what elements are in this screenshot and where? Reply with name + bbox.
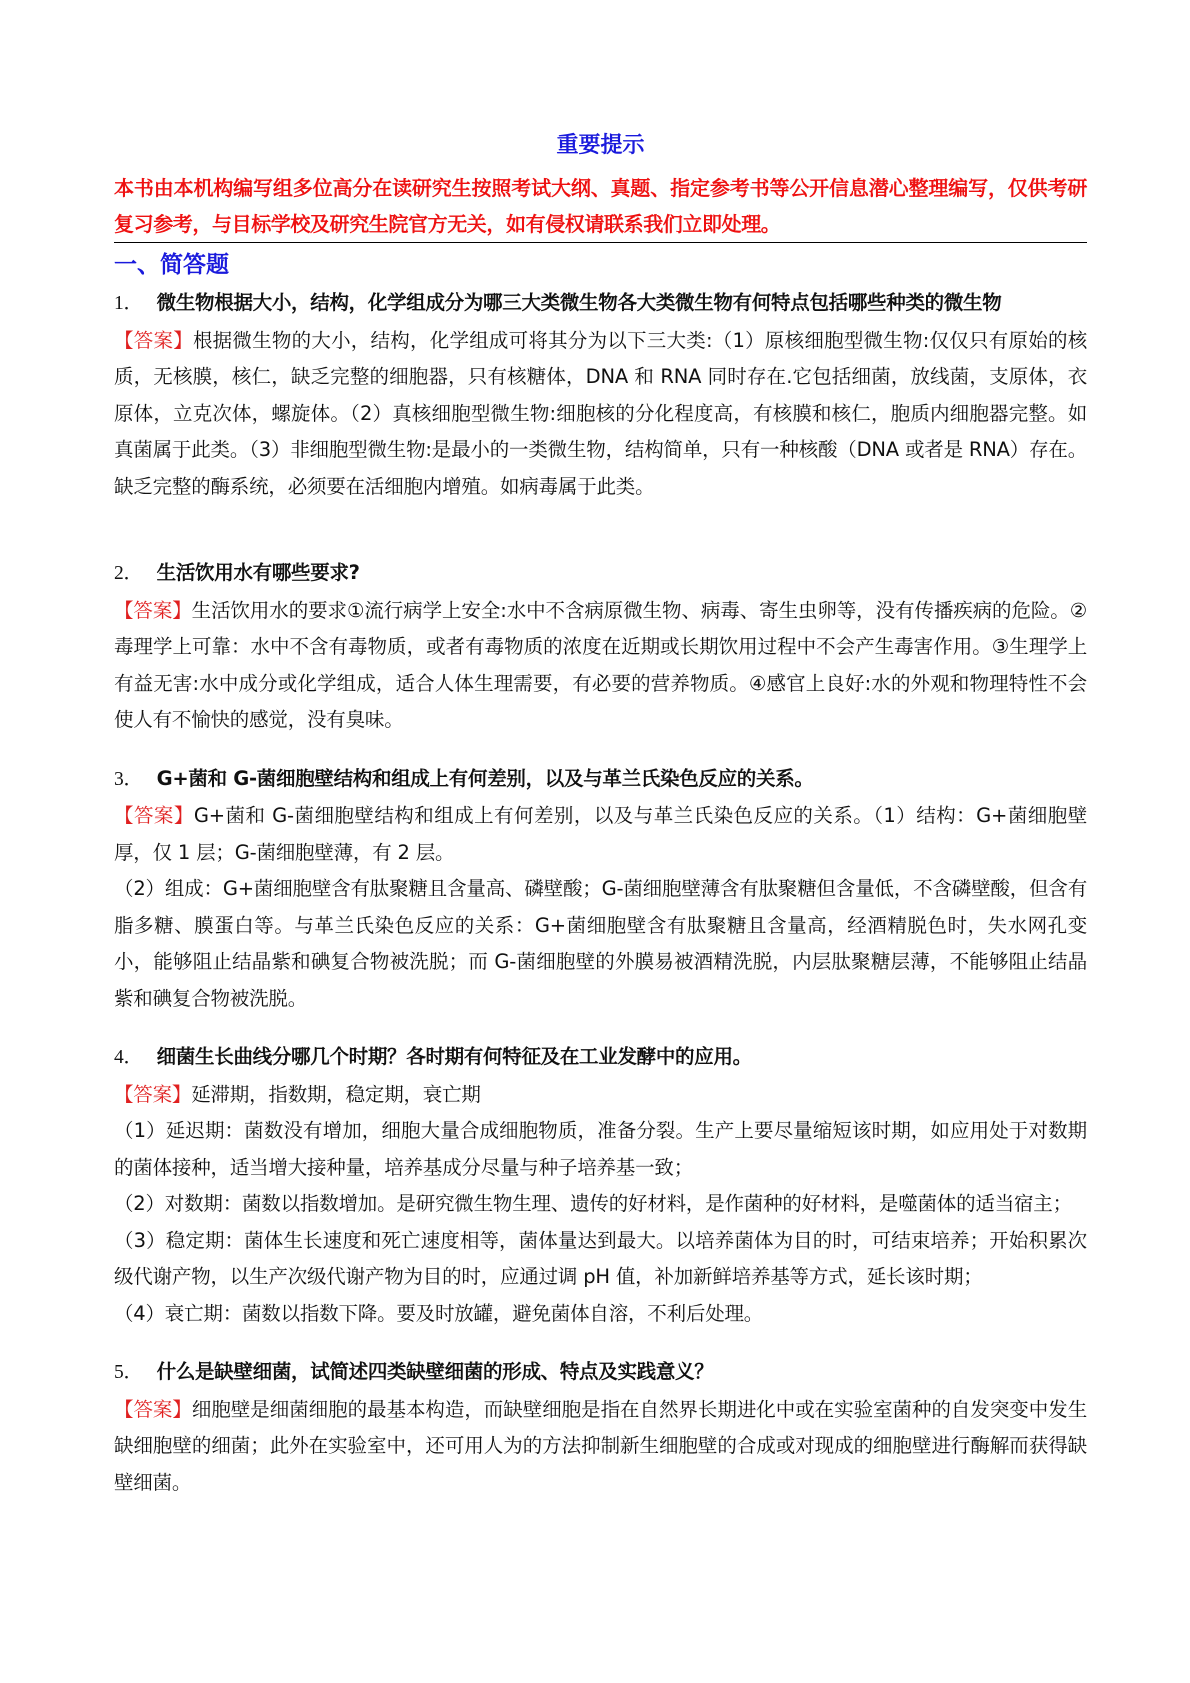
answer-paragraph: （1）延迟期：菌数没有增加，细胞大量合成细胞物质，准备分裂。生产上要尽量缩短该时期，如应用处于对数期的菌体接种，适当增大接种量，培养基成分尽量与种子培养基一致； <box>114 1119 1087 1179</box>
answer-text: 延滞期，指数期，稳定期，衰亡期 <box>191 1082 481 1106</box>
question-text: 生活饮用水有哪些要求? <box>156 561 360 584</box>
page-title: 重要提示 <box>556 133 645 158</box>
question-heading <box>114 761 1087 799</box>
question-number: 3． <box>114 768 143 790</box>
question-heading <box>114 1039 1087 1077</box>
question-number: 2． <box>114 563 143 584</box>
question-block <box>114 555 1087 739</box>
question-heading <box>114 285 1087 323</box>
answer-paragraph <box>114 323 1087 506</box>
answer-paragraph <box>114 798 1087 871</box>
answer-text: G+菌和 G-菌细胞壁结构和组成上有何差别，以及与革兰氏染色反应的关系。（1）结构：G+菌细胞壁厚，仅 1 层；G-菌细胞壁薄，有 2 层。 <box>114 804 1087 864</box>
answer-label: 【答案】 <box>114 1082 192 1106</box>
answer-paragraph <box>114 1077 1087 1114</box>
question-text: 细菌生长曲线分哪几个时期？各时期有何特征及在工业发酵中的应用。 <box>156 1045 752 1068</box>
answer-text: 生活饮用水的要求①流行病学上安全:水中不含病原微生物、病毒、寄生虫卵等，没有传播疾病的危险。②毒理学上可靠：水中不含有毒物质，或者有毒物质的浓度在近期或长期饮用过程中不会产生毒害作用。③生理学上有益无害:水中成分或化学组成，适合人体生理需要，有必要的营养物质。④感官上良好:水的外观和物理特性不会使人有不愉快的感觉，没有臭味。 <box>114 598 1087 731</box>
answer-paragraph <box>114 593 1087 739</box>
question-number: 4． <box>114 1047 143 1068</box>
question-number: 5． <box>114 1362 143 1383</box>
disclaimer-notice: 本书由本机构编写组多位高分在读研究生按照考试大纲、真题、指定参考书等公开信息潜心整理编写，仅供考研复习参考，与目标学校及研究生院官方无关，如有侵权请联系我们立即处理。 <box>114 176 1087 236</box>
document-page <box>114 128 1087 1501</box>
question-text: 微生物根据大小，结构，化学组成分为哪三大类微生物各大类微生物有何特点包括哪些种类的微生物 <box>156 291 1002 314</box>
question-text: G+菌和 G-菌细胞壁结构和组成上有何差别，以及与革兰氏染色反应的关系。 <box>156 766 814 790</box>
question-block <box>114 761 1087 1018</box>
question-text: 什么是缺壁细菌，试简述四类缺壁细菌的形成、特点及实践意义？ <box>156 1360 714 1383</box>
question-block <box>114 1039 1087 1332</box>
answer-paragraph: （2）组成：G+菌细胞壁含有肽聚糖且含量高、磷壁酸；G-菌细胞壁薄含有肽聚糖但含量低，不含磷壁酸，但含有脂多糖、膜蛋白等。与革兰氏染色反应的关系：G+菌细胞壁含有肽聚糖且含量高，经酒精脱色时，失水网孔变小，能够阻止结晶紫和碘复合物被洗脱；而 G-菌细胞壁的外膜易被酒精洗脱，内层肽聚糖层薄，不能够阻止结晶紫和碘复合物被洗脱。 <box>114 877 1087 1010</box>
question-block <box>114 285 1087 505</box>
divider <box>114 242 1087 243</box>
answer-label: 【答案】 <box>114 598 192 622</box>
answer-text: 细胞壁是细菌细胞的最基本构造，而缺壁细胞是指在自然界长期进化中或在实验室菌种的自发突变中发生缺细胞壁的细菌；此外在实验室中，还可用人为的方法抑制新生细胞壁的合成或对现成的细胞壁进行酶解而获得缺壁细菌。 <box>114 1397 1087 1494</box>
question-heading <box>114 1354 1087 1392</box>
answer-text: 根据微生物的大小，结构，化学组成可将其分为以下三大类:（1）原核细胞型微生物:仅仅只有原始的核质，无核膜，核仁，缺乏完整的细胞器，只有核糖体，DNA 和 RNA 同时存在.它包括细菌，放线菌，支原体，衣原体，立克次体，螺旋体。（2）真核细胞型微生物:细胞核的分化程度高，有核膜和核仁，胞质内细胞器完整。如真菌属于此类。（3）非细胞型微生物:是最小的一类微生物，结构简单，只有一种核酸（DNA 或者是 RNA）存在。缺乏完整的酶系统，必须要在活细胞内增殖。如病毒属于此类。 <box>114 328 1087 498</box>
question-heading <box>114 555 1087 593</box>
answer-paragraph: （4）衰亡期：菌数以指数下降。要及时放罐，避免菌体自溶，不利后处理。 <box>114 1301 764 1325</box>
question-number: 1． <box>114 293 143 314</box>
answer-paragraph: （2）对数期：菌数以指数增加。是研究微生物生理、遗传的好材料，是作菌种的好材料，是噬菌体的适当宿主； <box>114 1192 1072 1215</box>
answer-paragraph: （3）稳定期：菌体生长速度和死亡速度相等，菌体量达到最大。以培养菌体为目的时，可结束培养；开始积累次级代谢产物，以生产次级代谢产物为目的时，应通过调 pH 值，补加新鲜培养基等方式，延长该时期； <box>114 1228 1087 1288</box>
answer-label: 【答案】 <box>114 328 193 352</box>
section-title: 一、简答题 <box>114 252 229 278</box>
answer-label: 【答案】 <box>114 1397 192 1421</box>
question-block <box>114 1354 1087 1501</box>
answer-paragraph <box>114 1392 1087 1502</box>
answer-label: 【答案】 <box>114 804 194 827</box>
